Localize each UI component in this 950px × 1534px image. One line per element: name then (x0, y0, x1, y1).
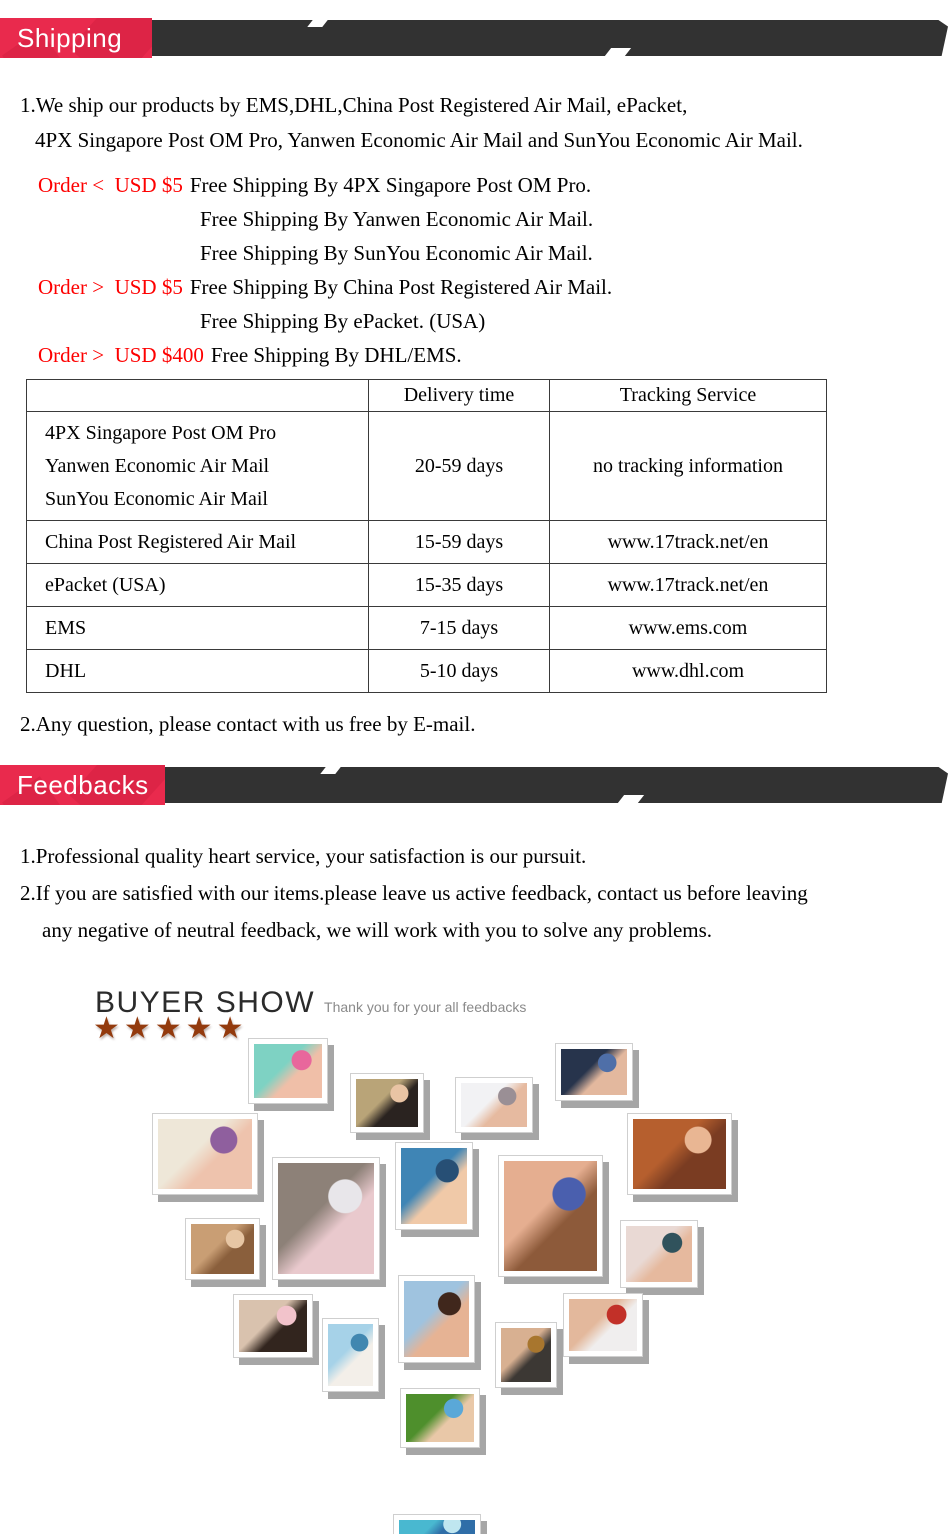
shipping-methods-table (26, 379, 827, 693)
delivery-cell: 20-59 days (369, 412, 550, 521)
delivery-cell: 7-15 days (369, 607, 550, 650)
tracking-cell: www.dhl.com (550, 650, 827, 693)
table-row (27, 412, 827, 521)
method-cell: EMS (27, 607, 369, 650)
feedbacks-section-banner (0, 765, 950, 805)
method-line: SunYou Economic Air Mail (45, 487, 268, 510)
flower-bracelet-image (626, 1226, 692, 1282)
feedbacks-banner-label: Feedbacks (17, 769, 149, 800)
tracking-cell: www.17track.net/en (550, 564, 827, 607)
outdoor-portrait-photo (627, 1113, 732, 1195)
mint-hand-rose-photo (248, 1038, 328, 1104)
order-rule-text: Free Shipping By ePacket. (USA) (200, 309, 486, 333)
blue-blouse-woman-image (401, 1148, 467, 1224)
blue-blouse-woman-photo (395, 1142, 473, 1230)
outdoor-portrait-image (633, 1119, 726, 1189)
shipping-section-banner (0, 18, 950, 58)
order-rule (38, 338, 612, 372)
partial-photo-image (399, 1520, 475, 1534)
order-condition: Order > USD $400 (38, 343, 204, 367)
pink-dress-woman-image (239, 1300, 307, 1352)
header-delivery-time: Delivery time (369, 380, 550, 412)
banner-red-block (0, 765, 165, 805)
delivery-cell: 15-59 days (369, 521, 550, 564)
partial-photo-photo (393, 1514, 481, 1534)
order-rule-text: Free Shipping By 4PX Singapore Post OM Pro. (189, 173, 592, 197)
method-cell: China Post Registered Air Mail (27, 521, 369, 564)
white-shirt-arm-photo (455, 1077, 533, 1133)
table-row (27, 564, 827, 607)
tracking-cell: www.ems.com (550, 607, 827, 650)
sweater-fist-image (404, 1281, 469, 1357)
wrist-chain-bracelet-photo (555, 1043, 633, 1101)
hand-on-face-photo (350, 1073, 424, 1133)
bracelet-on-carpet-image (278, 1163, 374, 1274)
bracelet-on-carpet-photo (272, 1157, 380, 1280)
table-row (27, 521, 827, 564)
crossed-hands-purple-image (158, 1119, 252, 1189)
hand-on-face-image (356, 1079, 418, 1127)
table-row (27, 607, 827, 650)
mint-hand-rose-image (254, 1044, 322, 1098)
white-shirt-arm-image (461, 1083, 527, 1127)
seaside-portrait-image (328, 1324, 373, 1386)
buyer-show-subtitle: Thank you for your all feedbacks (324, 999, 527, 1015)
header-method (27, 380, 369, 412)
dark-bead-bracelet-image (501, 1328, 551, 1382)
crossed-hands-purple-photo (152, 1113, 258, 1195)
grass-fist-image (406, 1394, 474, 1442)
necklace-image (191, 1224, 254, 1274)
method-cell: ePacket (USA) (27, 564, 369, 607)
order-rule-text: Free Shipping By China Post Registered Air Mail. (189, 275, 613, 299)
order-condition: Order < USD $5 (38, 173, 183, 197)
table-header-row (27, 380, 827, 412)
buyer-show-title: BUYER SHOW (95, 986, 316, 1019)
method-cell (27, 412, 369, 521)
order-rules (38, 168, 612, 372)
feedbacks-line2: 2.If you are satisfied with our items.please leave us active feedback, contact us before leaving (20, 881, 808, 905)
order-rule-text: Free Shipping By DHL/EMS. (210, 343, 462, 367)
table-row (27, 650, 827, 693)
sweater-fist-photo (398, 1275, 475, 1363)
necklace-photo (185, 1218, 260, 1280)
two-hands-bracelet-image (569, 1299, 637, 1351)
grass-fist-photo (400, 1388, 480, 1448)
tracking-cell: www.17track.net/en (550, 521, 827, 564)
feedbacks-line1: 1.Professional quality heart service, your satisfaction is our pursuit. (20, 844, 587, 868)
order-rule (38, 202, 612, 236)
shipping-intro (20, 88, 803, 158)
order-rule (38, 168, 612, 202)
order-rule (38, 304, 612, 338)
palm-bangle-image (504, 1161, 597, 1271)
order-condition: Order > USD $5 (38, 275, 183, 299)
palm-bangle-photo (498, 1155, 603, 1277)
shipping-banner-label: Shipping (17, 22, 123, 53)
banner-dark-bar (150, 20, 948, 56)
flower-bracelet-photo (620, 1220, 698, 1288)
shipping-note: 2.Any question, please contact with us free by E-mail. (20, 712, 476, 736)
method-cell: DHL (27, 650, 369, 693)
five-star-rating: ★★★★★ (93, 1012, 248, 1045)
pink-dress-woman-photo (233, 1294, 313, 1358)
feedbacks-line3: any negative of neutral feedback, we will work with you to solve any problems. (42, 918, 713, 942)
method-line: Yanwen Economic Air Mail (45, 454, 270, 477)
dark-bead-bracelet-photo (495, 1322, 557, 1388)
order-rule (38, 270, 612, 304)
feedbacks-text (20, 838, 808, 949)
two-hands-bracelet-photo (563, 1293, 643, 1357)
shipping-intro-line1: 1.We ship our products by EMS,DHL,China Post Registered Air Mail, ePacket, (20, 93, 688, 117)
order-rule-text: Free Shipping By SunYou Economic Air Mail. (200, 241, 593, 265)
delivery-cell: 5-10 days (369, 650, 550, 693)
delivery-cell: 15-35 days (369, 564, 550, 607)
banner-red-block (0, 18, 152, 58)
banner-dark-bar (163, 767, 948, 803)
wrist-chain-bracelet-image (561, 1049, 627, 1095)
order-rule (38, 236, 612, 270)
seaside-portrait-photo (322, 1318, 379, 1392)
order-rule-text: Free Shipping By Yanwen Economic Air Mail. (200, 207, 594, 231)
method-line: 4PX Singapore Post OM Pro (45, 421, 277, 444)
tracking-cell: no tracking information (550, 412, 827, 521)
header-tracking-service: Tracking Service (550, 380, 827, 412)
shipping-intro-line2: 4PX Singapore Post OM Pro, Yanwen Economic Air Mail and SunYou Economic Air Mail. (35, 128, 803, 152)
